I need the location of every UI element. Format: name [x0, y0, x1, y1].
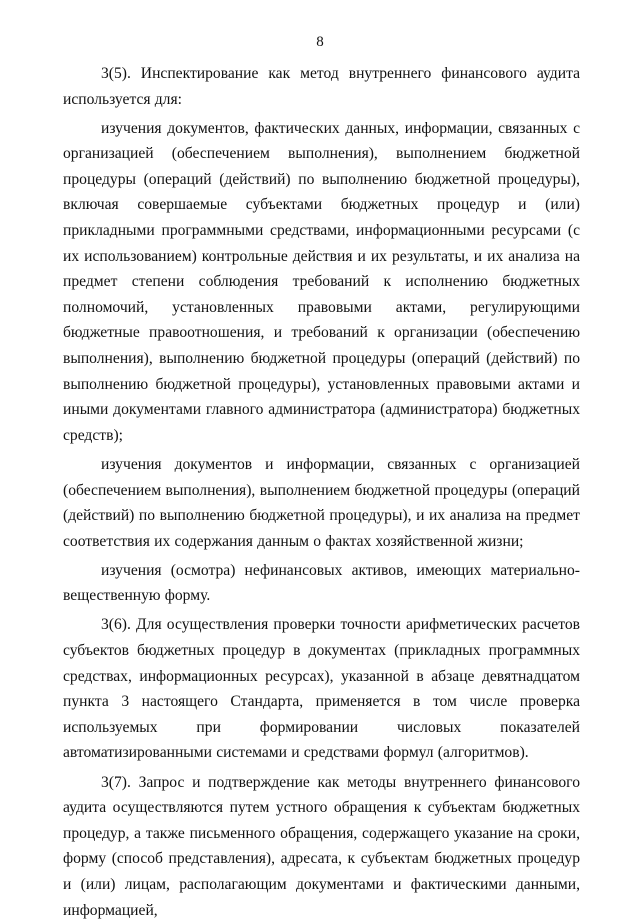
paragraph-inspection-assets: изучения (осмотра) нефинансовых активов, имеющих материально-вещественную форму. — [63, 561, 580, 605]
paragraph-inspection-documents: изучения документов, фактических данных, информации, связанных с организацией (обеспечением выполнения), выполнением бюджетной процедуры (операций (действий) по выполнению бюджетной процедуры), включая совершаемые субъектами бюджетных процедур и (или) прикладными программными средствами, информационными ресурсами (с их использованием) контрольные действия и их результаты, и их анализа на предмет степени соблюдения требований к исполнению бюджетных полномочий, установленных правовыми актами, регулирующими бюджетные правоотношения, и требований к организации (обеспечению выполнения), выполнению бюджетной процедуры (операций (действий) по выполнению бюджетной процедуры), установленных правовыми актами и иными документами главного администратора (администратора) бюджетных средств); — [63, 119, 580, 444]
paragraph-3-5: 3(5). Инспектирование как метод внутреннего финансового аудита используется для: — [63, 65, 580, 108]
paragraph-inspection-information: изучения документов и информации, связанных с организацией (обеспечением выполнения), выполнением бюджетной процедуры (операций (действий) по выполнению бюджетной процедуры), и их анализа на предмет соответствия их содержания данным о фактах хозяйственной жизни; — [63, 455, 580, 550]
paragraph-3-7: 3(7). Запрос и подтверждение как методы внутреннего финансового аудита осуществляются путем устного обращения к субъектам бюджетных процедур, а также письменного обращения, содержащего указание на сроки, форму (способ представления), адресата, к субъектам бюджетных процедур и (или) лицам, располагающим документами и фактическими данными, информацией, — [63, 773, 580, 919]
page-number: 8 — [316, 34, 324, 50]
paragraph-3-6: 3(6). Для осуществления проверки точности арифметических расчетов субъектов бюджетных процедур в документах (прикладных программных средствах, информационных ресурсах), указанной в абзаце девятнадцатом пункта 3 настоящего Стандарта, применяется в том числе проверка используемых при формировании числовых показателей автоматизированными системами и средствами формул (алгоритмов). — [63, 616, 580, 762]
document-body — [63, 61, 580, 923]
